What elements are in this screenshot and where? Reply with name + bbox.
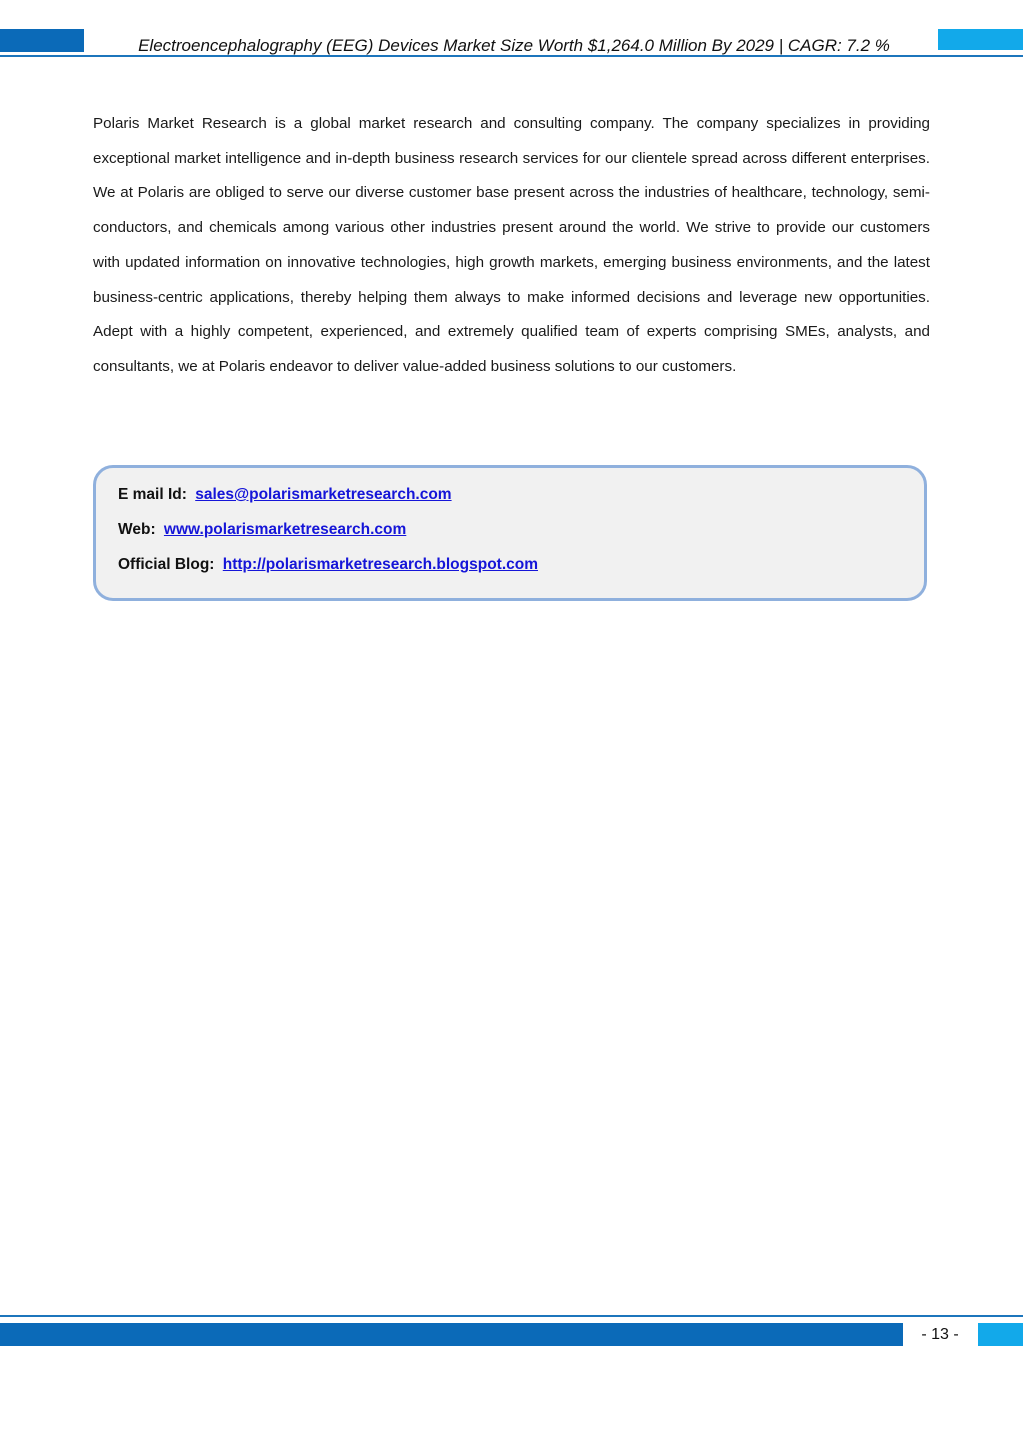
header-title: Electroencephalography (EEG) Devices Market Size Worth $1,264.0 Million By 2029 | CAGR: 7.2 % xyxy=(138,36,890,55)
contact-box xyxy=(93,465,927,601)
header-accent-left xyxy=(0,29,84,52)
header-rule xyxy=(0,55,1023,57)
blog-label: Official Blog: xyxy=(118,556,215,573)
company-description: Polaris Market Research is a global market research and consulting company. The company specializes in providing exceptional market intelligence and in-depth business research services for our clientele spread across different enterprises. We at Polaris are obliged to serve our diverse customer base present across the industries of healthcare, technology, semi-conductors, and chemicals among various other industries present around the world. We strive to provide our customers with updated information on innovative technologies, high growth markets, emerging business environments, and the latest business-centric applications, thereby helping them always to make informed decisions and leverage new opportunities. Adept with a highly competent, experienced, and extremely qualified team of experts comprising SMEs, analysts, and consultants, we at Polaris endeavor to deliver value-added business solutions to our customers. xyxy=(93,115,930,375)
footer-rule xyxy=(0,1315,1023,1317)
contact-email-row xyxy=(118,485,452,505)
blog-link[interactable]: http://polarismarketresearch.blogspot.com xyxy=(222,556,539,573)
web-link[interactable]: www.polarismarketresearch.com xyxy=(163,521,407,538)
email-label: E mail Id: xyxy=(118,486,187,503)
email-link[interactable]: sales@polarismarketresearch.com xyxy=(195,486,452,503)
page-number: - 13 - xyxy=(921,1326,959,1343)
footer-accent-bar xyxy=(0,1323,903,1346)
contact-web-row xyxy=(118,520,406,540)
footer-accent-right xyxy=(978,1323,1023,1346)
header-accent-right xyxy=(938,29,1023,50)
contact-blog-row xyxy=(118,555,538,575)
web-label: Web: xyxy=(118,521,156,538)
